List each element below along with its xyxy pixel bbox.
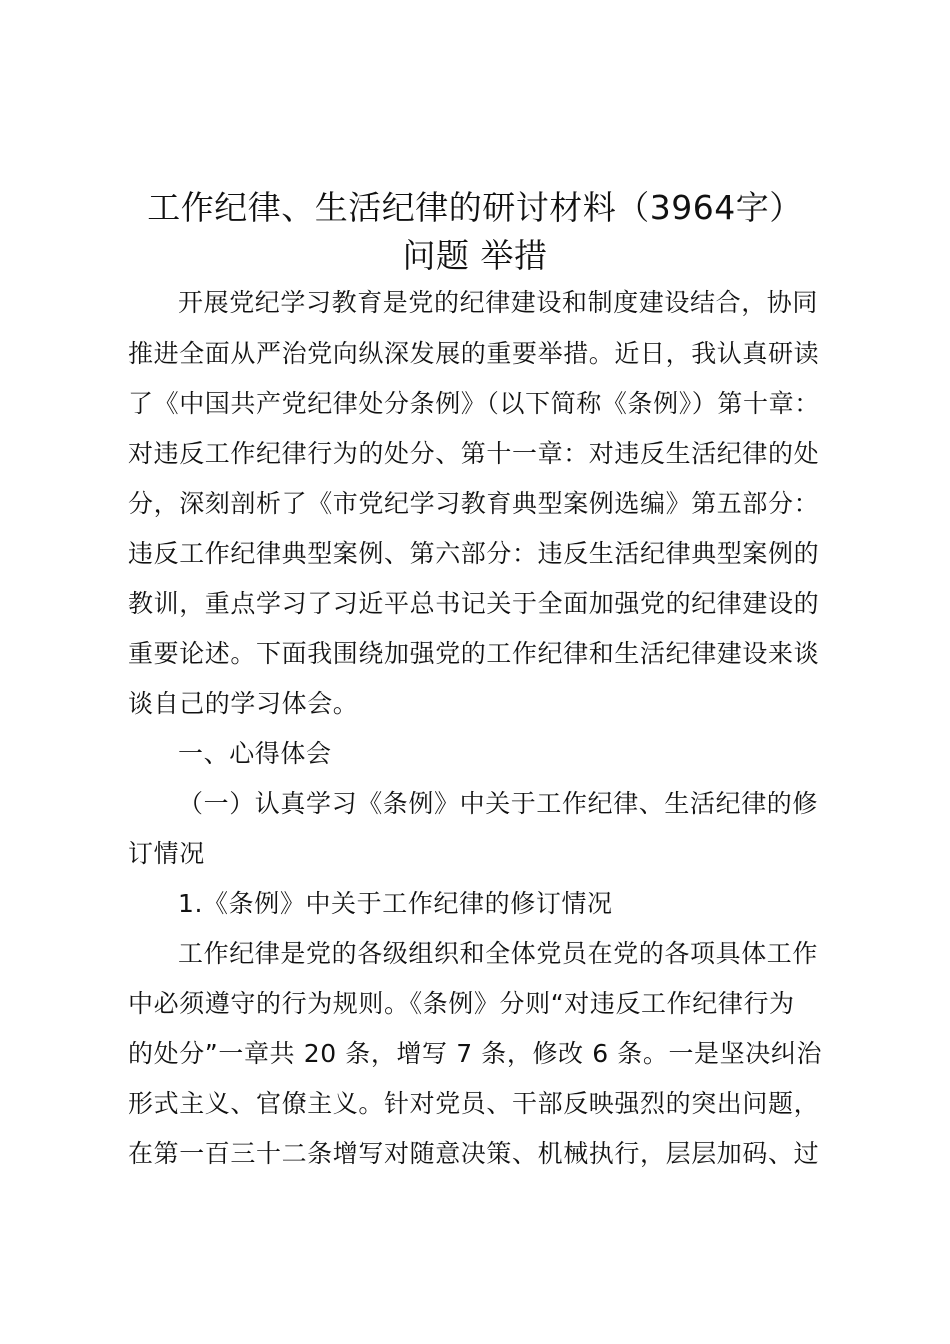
paragraph-line: 谈自己的学习体会。 — [128, 689, 359, 718]
paragraph-line: 了《中国共产党纪律处分条例》（以下简称《条例》）第十章： — [128, 389, 820, 418]
section-heading: 一、心得体会 — [178, 739, 332, 768]
paragraph-line: 工作纪律是党的各级组织和全体党员在党的各项具体工作 — [178, 939, 819, 968]
paragraph-line: 推进全面从严治党向纵深发展的重要举措。近日，我认真研读 — [128, 339, 820, 368]
subsection-heading: （一）认真学习《条例》中关于工作纪律、生活纪律的修 — [178, 789, 819, 818]
subsection-heading-continued: 订情况 — [128, 839, 205, 868]
paragraph-line: 开展党纪学习教育是党的纪律建设和制度建设结合，协同 — [178, 288, 819, 317]
paragraph-line: 分，深刻剖析了《市党纪学习教育典型案例选编》第五部分： — [128, 489, 820, 518]
paragraph-line: 中必须遵守的行为规则。《条例》分则“对违反工作纪律行为 — [128, 989, 795, 1018]
paragraph-line: 的处分”一章共 20 条，增写 7 条，修改 6 条。一是坚决纠治 — [128, 1039, 823, 1068]
paragraph-line: 教训，重点学习了习近平总书记关于全面加强党的纪律建设的 — [128, 589, 820, 618]
item-heading: 1.《条例》中关于工作纪律的修订情况 — [178, 889, 613, 918]
paragraph-line: 违反工作纪律典型案例、第六部分：违反生活纪律典型案例的 — [128, 539, 820, 568]
paragraph-line: 对违反工作纪律行为的处分、第十一章：对违反生活纪律的处 — [128, 439, 820, 468]
document-title: 工作纪律、生活纪律的研讨材料（3964字） — [147, 188, 803, 227]
paragraph-line: 在第一百三十二条增写对随意决策、机械执行，层层加码、过 — [128, 1139, 820, 1168]
document-subtitle: 问题 举措 — [402, 236, 548, 275]
paragraph-line: 形式主义、官僚主义。针对党员、干部反映强烈的突出问题， — [128, 1089, 820, 1118]
paragraph-line: 重要论述。下面我围绕加强党的工作纪律和生活纪律建设来谈 — [128, 639, 820, 668]
